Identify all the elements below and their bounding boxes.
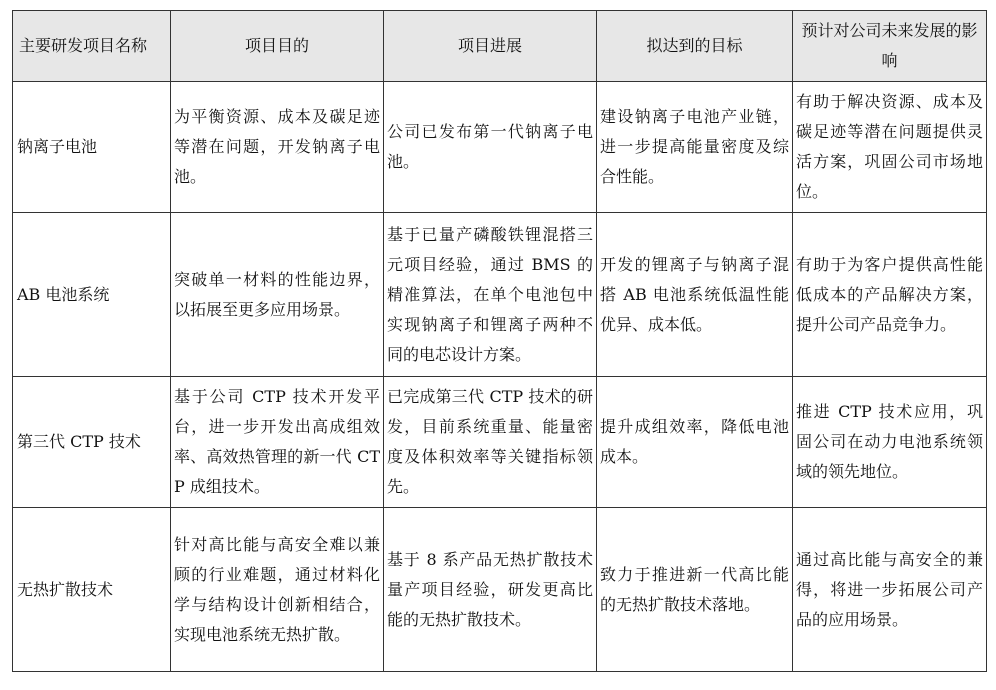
cell-progress: 已完成第三代 CTP 技术的研发，目前系统重量、能量密度及体积效率等关键指标领先。 xyxy=(384,377,597,508)
cell-purpose: 突破单一材料的性能边界，以拓展至更多应用场景。 xyxy=(171,213,384,377)
table-row xyxy=(13,508,987,672)
table-row xyxy=(13,213,987,377)
cell-purpose: 针对高比能与高安全难以兼顾的行业难题，通过材料化学与结构设计创新相结合，实现电池系统无热扩散。 xyxy=(171,508,384,672)
header-target: 拟达到的目标 xyxy=(597,11,793,82)
cell-impact: 有助于解决资源、成本及碳足迹等潜在问题提供灵活方案，巩固公司市场地位。 xyxy=(793,82,987,213)
cell-target: 建设钠离子电池产业链，进一步提高能量密度及综合性能。 xyxy=(597,82,793,213)
cell-purpose: 为平衡资源、成本及碳足迹等潜在问题，开发钠离子电池。 xyxy=(171,82,384,213)
cell-project-name: 第三代 CTP 技术 xyxy=(13,377,171,508)
cell-purpose: 基于公司 CTP 技术开发平台，进一步开发出高成组效率、高效热管理的新一代 CTP 成组技术。 xyxy=(171,377,384,508)
header-purpose: 项目目的 xyxy=(171,11,384,82)
header-project-name: 主要研发项目名称 xyxy=(13,11,171,82)
cell-progress: 基于已量产磷酸铁锂混搭三元项目经验，通过 BMS 的精准算法，在单个电池包中实现钠离子和锂离子两种不同的电芯设计方案。 xyxy=(384,213,597,377)
cell-project-name: AB 电池系统 xyxy=(13,213,171,377)
cell-impact: 通过高比能与高安全的兼得，将进一步拓展公司产品的应用场景。 xyxy=(793,508,987,672)
cell-project-name: 钠离子电池 xyxy=(13,82,171,213)
cell-target: 开发的锂离子与钠离子混搭 AB 电池系统低温性能优异、成本低。 xyxy=(597,213,793,377)
cell-target: 提升成组效率，降低电池成本。 xyxy=(597,377,793,508)
table-row xyxy=(13,82,987,213)
header-progress: 项目进展 xyxy=(384,11,597,82)
table-row xyxy=(13,377,987,508)
cell-progress: 公司已发布第一代钠离子电池。 xyxy=(384,82,597,213)
cell-progress: 基于 8 系产品无热扩散技术量产项目经验，研发更高比能的无热扩散技术。 xyxy=(384,508,597,672)
cell-impact: 有助于为客户提供高性能低成本的产品解决方案，提升公司产品竞争力。 xyxy=(793,213,987,377)
rd-projects-table xyxy=(12,10,987,672)
table-header-row xyxy=(13,11,987,82)
cell-target: 致力于推进新一代高比能的无热扩散技术落地。 xyxy=(597,508,793,672)
cell-impact: 推进 CTP 技术应用，巩固公司在动力电池系统领域的领先地位。 xyxy=(793,377,987,508)
header-impact: 预计对公司未来发展的影响 xyxy=(793,11,987,82)
cell-project-name: 无热扩散技术 xyxy=(13,508,171,672)
